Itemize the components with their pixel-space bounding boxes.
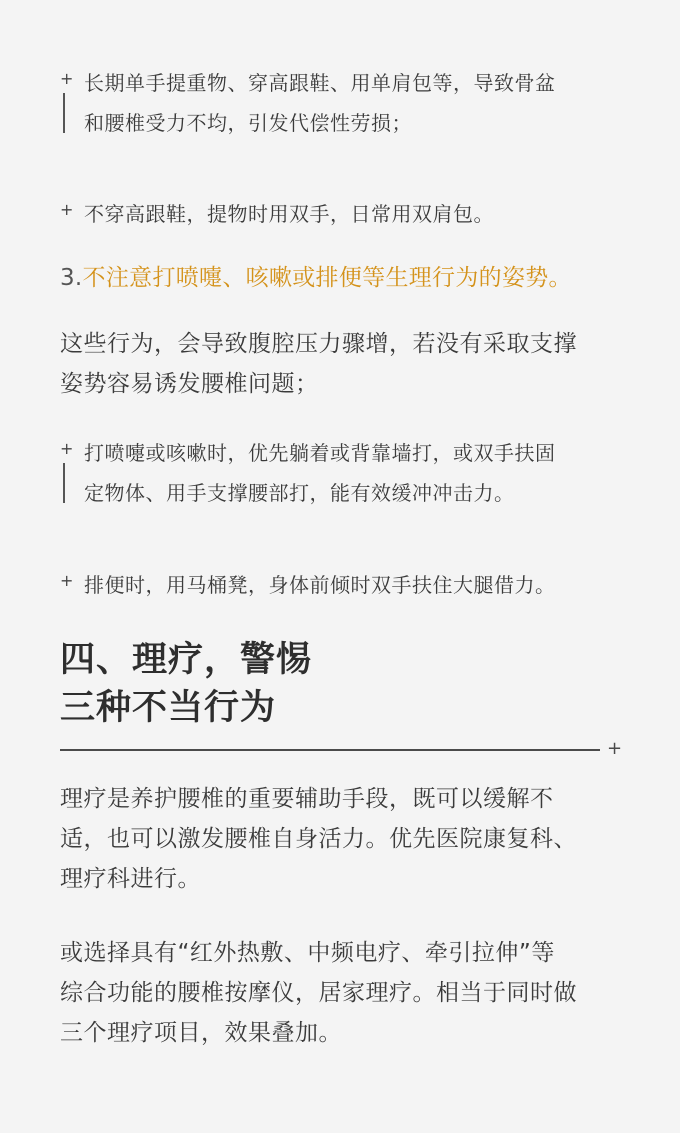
paragraph-line: 理疗是养护腰椎的重要辅助手段，既可以缓解不 bbox=[60, 786, 554, 812]
paragraph-line: 理疗科进行。 bbox=[60, 866, 201, 892]
bullet-line: 打喷嚏或咳嗽时，优先躺着或背靠墙打，或双手扶固 bbox=[84, 441, 556, 465]
plus-icon: + bbox=[60, 200, 74, 219]
plus-icon: + bbox=[60, 571, 74, 590]
tip-bullet-4 bbox=[60, 565, 630, 605]
tip-bullet-3 bbox=[60, 433, 630, 513]
paragraph-therapy bbox=[60, 779, 630, 899]
divider-plus-icon: + bbox=[607, 738, 623, 759]
bullet-bar-icon bbox=[63, 93, 65, 133]
bullet-line: 不穿高跟鞋，提物时用双手，日常用双肩包。 bbox=[84, 202, 494, 226]
section-title bbox=[60, 636, 312, 732]
paragraph-line: 综合功能的腰椎按摩仪，居家理疗。相当于同时做 bbox=[60, 980, 577, 1006]
paragraph-line: 这些行为，会导致腹腔压力骤增，若没有采取支撑 bbox=[60, 331, 577, 357]
section-title-line-2: 三种不当行为 bbox=[60, 688, 277, 728]
paragraph-pressure bbox=[60, 324, 630, 404]
bullet-line: 定物体、用手支撑腰部打，能有效缓冲冲击力。 bbox=[84, 481, 515, 505]
tip-bullet-1 bbox=[60, 63, 630, 143]
bullet-line: 长期单手提重物、穿高跟鞋、用单肩包等，导致骨盆 bbox=[84, 71, 556, 95]
paragraph-line: 或选择具有“红外热敷、中频电疗、牵引拉伸”等 bbox=[60, 940, 555, 966]
bullet-line: 和腰椎受力不均，引发代偿性劳损； bbox=[84, 111, 412, 135]
bullet-bar-icon bbox=[63, 463, 65, 503]
paragraph-line: 姿势容易诱发腰椎问题； bbox=[60, 371, 319, 397]
bullet-line: 排便时，用马桶凳，身体前倾时双手扶住大腿借力。 bbox=[84, 573, 556, 597]
subheading-number: 3. bbox=[60, 265, 83, 291]
paragraph-line: 三个理疗项目，效果叠加。 bbox=[60, 1020, 342, 1046]
subheading-text: 不注意打喷嚏、咳嗽或排便等生理行为的姿势。 bbox=[82, 265, 572, 291]
subheading-3 bbox=[60, 258, 572, 298]
plus-icon: + bbox=[60, 69, 74, 88]
section-title-line-1: 四、理疗，警惕 bbox=[60, 640, 313, 680]
paragraph-line: 适，也可以激发腰椎自身活力。优先医院康复科、 bbox=[60, 826, 577, 852]
paragraph-massager bbox=[60, 933, 630, 1053]
title-divider bbox=[60, 749, 600, 751]
tip-bullet-2 bbox=[60, 194, 630, 234]
plus-icon: + bbox=[60, 439, 74, 458]
